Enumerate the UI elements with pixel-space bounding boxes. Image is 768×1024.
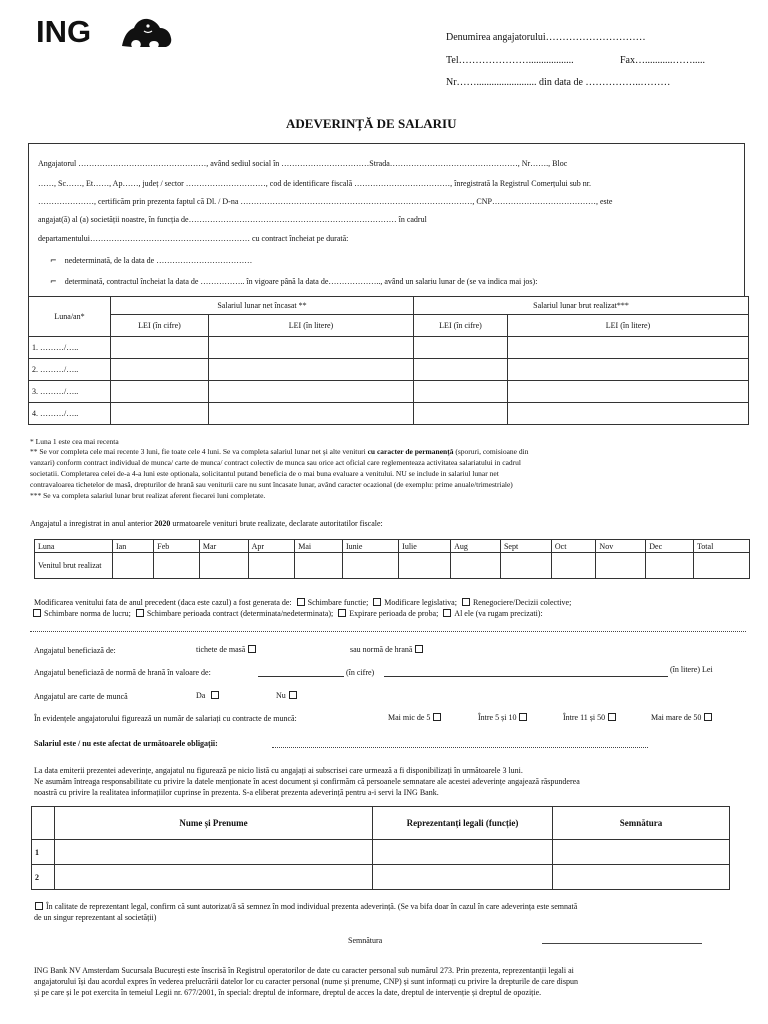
- bracket-checkbox-icon: ⌐: [50, 277, 57, 286]
- employees-5-10: Între 5 și 10: [478, 713, 530, 722]
- legal-rep-header: Reprezentanți legali (funcție): [373, 807, 553, 840]
- month-header: Feb: [154, 540, 200, 553]
- obligations-label: Salariul este / nu este afectat de următoarele obligații:: [34, 739, 218, 748]
- month-header: Iulie: [399, 540, 451, 553]
- words-lei-label: (în litere) Lei: [670, 665, 713, 674]
- table-row: [29, 359, 749, 381]
- checkbox[interactable]: [704, 713, 712, 721]
- checkbox[interactable]: [33, 609, 41, 617]
- checkbox[interactable]: [519, 713, 527, 721]
- income-row-label: Venitul brut realizat: [35, 553, 113, 579]
- income-cell[interactable]: [248, 553, 295, 579]
- other-reason-line[interactable]: [30, 631, 746, 632]
- food-norm-value-label: Angajatul beneficiază de normă de hrană în valoare de:: [34, 668, 211, 677]
- work-book-label: Angajatul are carte de muncă: [34, 692, 128, 701]
- gross-lei-words-header: LEI (în litere): [508, 315, 749, 337]
- salary-cell[interactable]: [508, 403, 749, 425]
- employer-line-4: angajat(ă) al (a) societății noastre, în funcția de…………………………………………………………………… în cadrul: [38, 215, 427, 224]
- obligations-field[interactable]: [272, 747, 648, 748]
- gross-lei-digits-header: LEI (în cifre): [414, 315, 508, 337]
- month-header: Iunie: [342, 540, 398, 553]
- month-cell[interactable]: 1. ………/…..: [29, 337, 111, 359]
- checkbox[interactable]: [211, 691, 219, 699]
- row-number: 2: [32, 865, 55, 890]
- income-cell[interactable]: [399, 553, 451, 579]
- month-cell[interactable]: 2. ………/…..: [29, 359, 111, 381]
- month-header: Oct: [551, 540, 596, 553]
- lion-logo-icon: [118, 14, 174, 52]
- salary-cell[interactable]: [414, 337, 508, 359]
- income-cell[interactable]: [693, 553, 749, 579]
- doc-number-field[interactable]: Nr……........................ din data de ……………..………: [446, 77, 671, 88]
- note-2-line-1: ** Se vor completa cele mai recente 3 luni, fie toate cele 4 luni. Se va completa salariul lunar net și alte venituri cu caracter de permanență (sporuri, comisioane din: [30, 447, 529, 456]
- note-2-line-2: vanzari) conform contract individual de munca/ carte de munca/ contract colectiv de munca sau orice act oficial care reglementeaza activitatea salariatului in cadrul: [30, 458, 522, 467]
- salary-cell[interactable]: [111, 359, 209, 381]
- table-row: [32, 840, 730, 865]
- income-cell[interactable]: [295, 553, 343, 579]
- checkbox[interactable]: [462, 598, 470, 606]
- checkbox[interactable]: [289, 691, 297, 699]
- net-salary-header: Salariul lunar net încasat **: [111, 297, 414, 315]
- checkbox[interactable]: [248, 645, 256, 653]
- table-row: [29, 403, 749, 425]
- note-1: * Luna 1 este cea mai recenta: [30, 437, 119, 446]
- employee-count-label: În evidențele angajatorului figurează un număr de salariați cu contracte de muncă:: [34, 714, 297, 723]
- signature-cell[interactable]: [553, 865, 730, 890]
- declaration-line-2: Ne asumăm întreaga responsabilitate cu privire la datele menționate în acest document și confirmăm că persoanele semnatare ale acestei adeverințe angajează răspunderea: [34, 777, 580, 786]
- checkbox[interactable]: [433, 713, 441, 721]
- table-row: [29, 337, 749, 359]
- income-cell[interactable]: [551, 553, 596, 579]
- food-norm-digits-field[interactable]: [258, 676, 344, 677]
- salary-cell[interactable]: [414, 359, 508, 381]
- salary-cell[interactable]: [508, 359, 749, 381]
- salary-table: [28, 296, 749, 425]
- contract-indefinite-option[interactable]: ⌐ nedeterminată, de la data de ………………………………: [50, 256, 253, 265]
- salary-cell[interactable]: [111, 403, 209, 425]
- income-cell[interactable]: [342, 553, 398, 579]
- employees-under-5: Mai mic de 5: [388, 713, 444, 722]
- employees-over-50: Mai mare de 50: [651, 713, 715, 722]
- fax-field[interactable]: Fax…...........…….....: [620, 55, 705, 66]
- ing-logo-text: ING: [36, 14, 92, 49]
- salary-cell[interactable]: [111, 381, 209, 403]
- income-cell[interactable]: [646, 553, 694, 579]
- name-cell[interactable]: [55, 840, 373, 865]
- tel-field[interactable]: Tel…………………..................: [446, 55, 574, 66]
- salary-cell[interactable]: [209, 381, 414, 403]
- name-cell[interactable]: [55, 865, 373, 890]
- income-cell[interactable]: [451, 553, 501, 579]
- modification-line-1: Modificarea venitului fata de anul precedent (daca este cazul) a fost generata de: Schimbare functie; Modificare legislativa; Renegociere/Decizii colective;: [34, 598, 572, 607]
- salary-cell[interactable]: [209, 337, 414, 359]
- employer-line-1: Angajatorul …………………………………………, având sediul social în ……………………………Strada…………………………………………, Nr……., Bloc: [38, 159, 568, 168]
- checkbox[interactable]: [373, 598, 381, 606]
- salary-cell[interactable]: [209, 403, 414, 425]
- footer-line-1: ING Bank NV Amsterdam Sucursala București este înscrisă în Registrul operatorilor de date cu caracter personal sub numărul 273. Prin prezenta, reprezentanții legali ai: [34, 966, 574, 975]
- month-column-header: Luna/an*: [29, 297, 111, 337]
- table-row: [29, 381, 749, 403]
- month-header: Nov: [596, 540, 646, 553]
- checkbox[interactable]: [35, 902, 43, 910]
- month-header: Mai: [295, 540, 343, 553]
- employer-line-2: ……, Sc……, Et……, Ap……, județ / sector …………………………, cod de identificare fiscală ………………………………, înregistrată la Registrul Comerțului sub nr.: [38, 179, 592, 188]
- month-header: Total: [693, 540, 749, 553]
- prior-year-intro: Angajatul a inregistrat in anul anterior 2020 urmatoarele venituri brute realizate, declarate autoritatilor fiscale:: [30, 519, 383, 528]
- legal-rep-line-1: În calitate de reprezentant legal, confirm că sunt autorizat/ă să semnez în mod individual prezenta adeverință. (Se va bifa doar în cazul în care adeverința este semnată: [32, 902, 577, 911]
- net-lei-digits-header: LEI (în cifre): [111, 315, 209, 337]
- month-header: Ian: [113, 540, 154, 553]
- food-norm-words-field[interactable]: [384, 676, 668, 677]
- work-book-no: Nu: [276, 691, 300, 700]
- checkbox[interactable]: [415, 645, 423, 653]
- income-cell[interactable]: [199, 553, 248, 579]
- digits-label: (în cifre): [346, 668, 375, 677]
- month-cell[interactable]: 4. ………/…..: [29, 403, 111, 425]
- signature-cell[interactable]: [553, 840, 730, 865]
- note-3: *** Se va completa salariul lunar brut realizat aferent fiecarei luni completate.: [30, 491, 266, 500]
- month-cell[interactable]: 3. ………/…..: [29, 381, 111, 403]
- role-cell[interactable]: [373, 865, 553, 890]
- salary-cell[interactable]: [414, 381, 508, 403]
- month-header: Sept: [500, 540, 551, 553]
- table-row: [32, 865, 730, 890]
- food-norm-option: sau normă de hrană: [350, 645, 426, 654]
- signature-line[interactable]: [542, 943, 702, 944]
- gross-salary-header: Salariul lunar brut realizat***: [414, 297, 749, 315]
- prior-year-table: [34, 539, 750, 579]
- benefits-label: Angajatul beneficiază de:: [34, 646, 116, 655]
- salary-cell[interactable]: [209, 359, 414, 381]
- checkbox[interactable]: [297, 598, 305, 606]
- salary-cell[interactable]: [508, 381, 749, 403]
- signature-label: Semnătura: [348, 936, 383, 945]
- checkbox[interactable]: [443, 609, 451, 617]
- declaration-line-1: La data emiterii prezentei adeverințe, angajatul nu figurează pe nicio listă cu angajați ai subscrisei care urmează a fi disponibilizați în următoarele 3 luni.: [34, 766, 523, 775]
- checkbox[interactable]: [338, 609, 346, 617]
- month-row-label: Luna: [35, 540, 113, 553]
- declaration-line-3: noastră cu privire la realitatea informațiilor cuprinse în prezenta. S-a eliberat prezenta adeverință pentru a-i servi la ING Bank.: [34, 788, 439, 797]
- checkbox[interactable]: [608, 713, 616, 721]
- note-2-line-4: contravaloarea tichetelor de masă, drepturilor de hrană sau veniturii care nu sunt încasate lunar, având caracter ocazional (de exemplu: prime anuale/trimestriale): [30, 480, 513, 489]
- employer-name-field[interactable]: Denumirea angajatorului…………………………: [446, 32, 646, 43]
- month-header: Dec: [646, 540, 694, 553]
- net-lei-words-header: LEI (în litere): [209, 315, 414, 337]
- month-header: Apr: [248, 540, 295, 553]
- income-cell[interactable]: [113, 553, 154, 579]
- footer-line-2: angajatorului își dau acordul expres în vederea prelucrării datelor lor cu caracter personal (nume și prenume, CNP) și sunt informați cu privire la drepturile de care dispun: [34, 977, 579, 986]
- income-cell[interactable]: [154, 553, 200, 579]
- employer-line-3: …………………, certificăm prin prezenta faptul că Dl. / D-na ……………………………………………………………………………, CNP…………………………………, este: [38, 197, 613, 206]
- signatories-table: [31, 806, 730, 890]
- row-number: 1: [32, 840, 55, 865]
- month-header: Mar: [199, 540, 248, 553]
- modification-line-2: Schimbare norma de lucru; Schimbare perioada contract (determinata/nedeterminata); Expirare perioada de proba; Al ele (va rugam precizati):: [30, 609, 543, 618]
- bracket-checkbox-icon: ⌐: [50, 256, 57, 265]
- work-book-yes: Da: [196, 691, 222, 700]
- signature-header: Semnătura: [553, 807, 730, 840]
- meal-tickets-option: tichete de masă: [196, 645, 259, 654]
- checkbox[interactable]: [136, 609, 144, 617]
- month-header: Aug: [451, 540, 501, 553]
- role-cell[interactable]: [373, 840, 553, 865]
- employer-line-5: departamentului…………………………………………………… cu contract încheiat pe durată:: [38, 234, 349, 243]
- footer-line-3: și pe care și le pot exercita în temeiul Legii nr. 677/2001, în special: dreptul de informare, dreptul de acces la date, dreptul de intervenție și dreptul de opoziție.: [34, 988, 542, 997]
- name-header: Nume și Prenume: [55, 807, 373, 840]
- income-cell[interactable]: [500, 553, 551, 579]
- income-cell[interactable]: [596, 553, 646, 579]
- employees-11-50: Între 11 și 50: [563, 713, 619, 722]
- note-2-line-3: societatii. Completarea celei de-a 4-a luni este optionala, solicitantul putand beneficia de o mai buna evaluare a venitului. NU se include in salariul lunar net: [30, 469, 499, 478]
- salary-cell[interactable]: [508, 337, 749, 359]
- salary-cell[interactable]: [111, 337, 209, 359]
- document-title: ADEVERINȚĂ DE SALARIU: [286, 116, 457, 131]
- contract-fixed-option[interactable]: ⌐ determinată, contractul încheiat la data de …………….. în vigoare până la data de……………….., având un salariu lunar de (se va indica mai jos):: [50, 277, 538, 286]
- salary-cell[interactable]: [414, 403, 508, 425]
- legal-rep-line-2: de un singur reprezentant al societății): [34, 913, 157, 922]
